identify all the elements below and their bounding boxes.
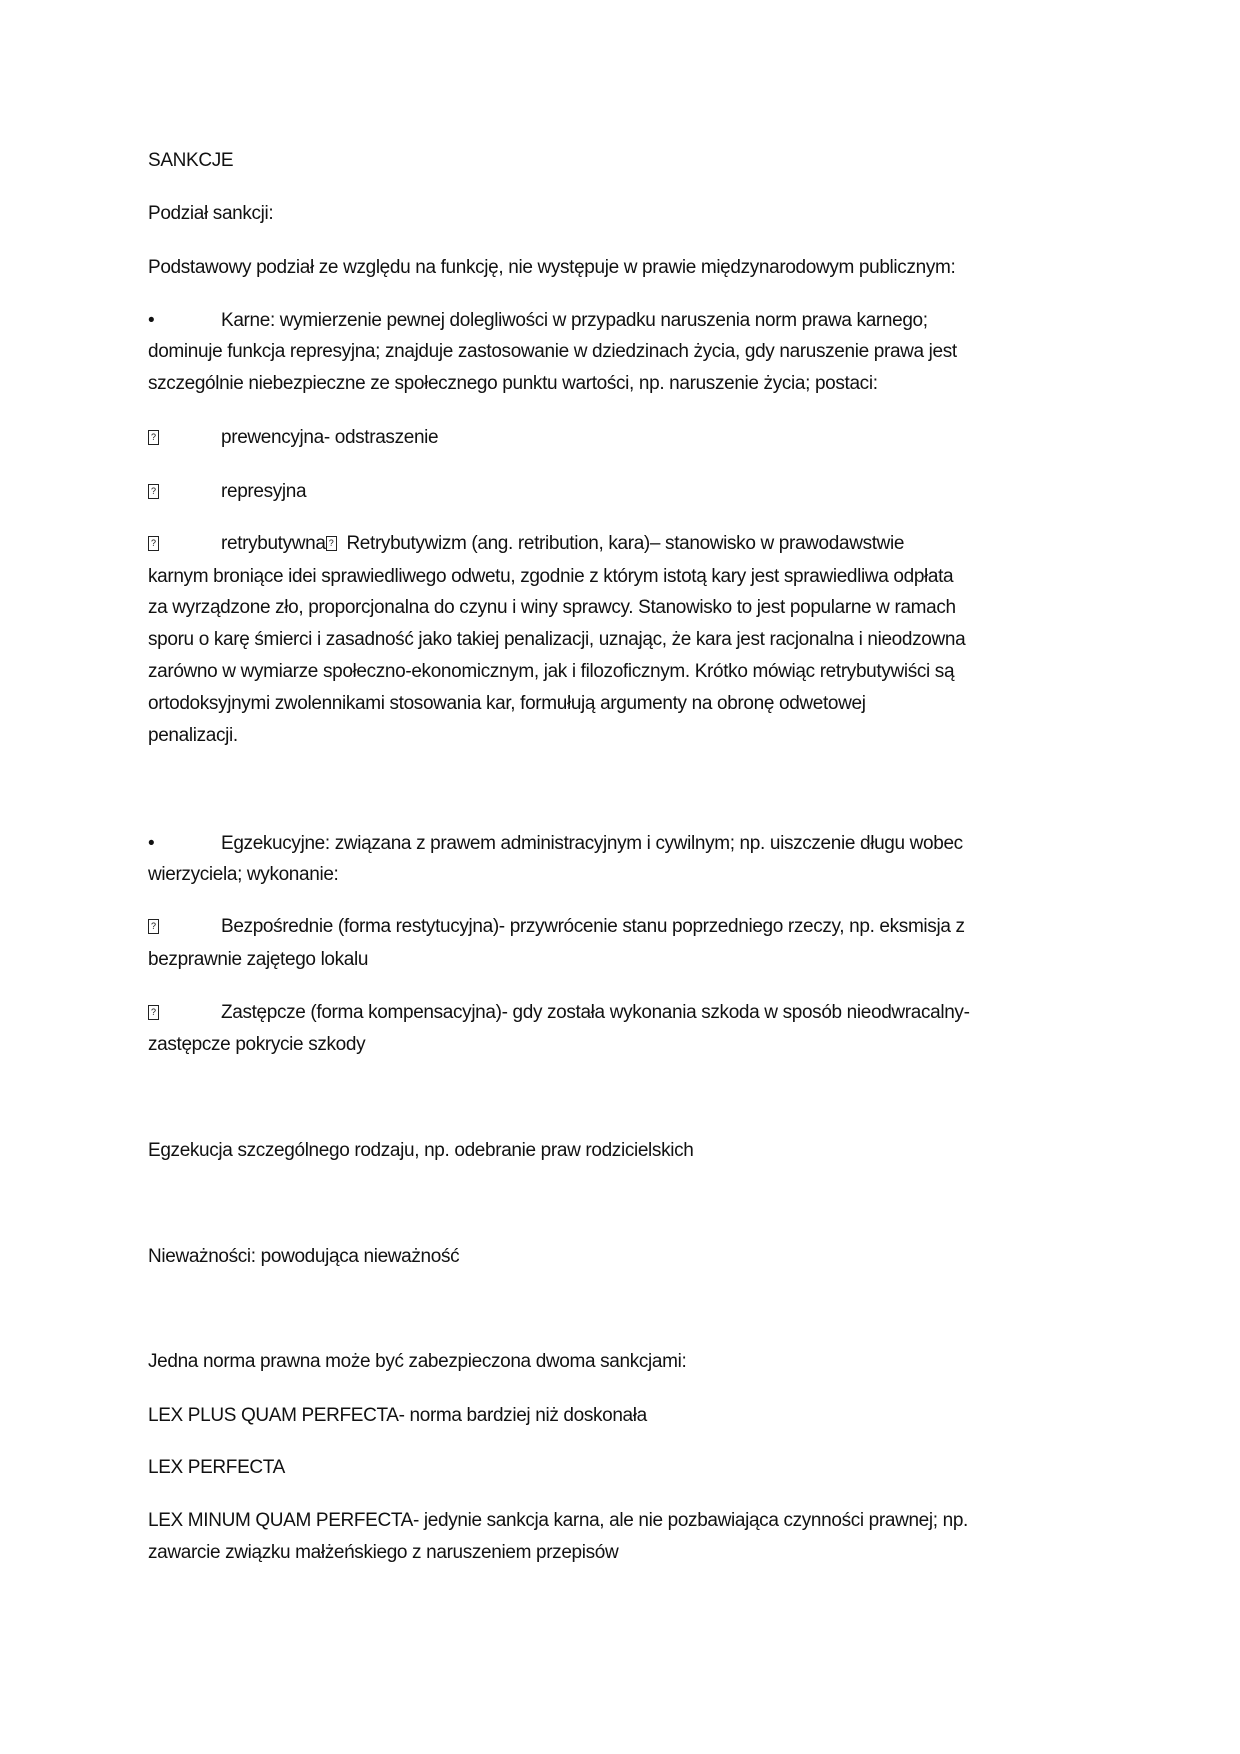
zastepcze-line: Zastępcze (forma kompensacyjna)- gdy została wykonania szkoda w sposób nieodwracalny- bbox=[221, 1002, 970, 1023]
egzekucja-szczegolna: Egzekucja szczególnego rodzaju, np. odebranie praw rodzicielskich bbox=[148, 1140, 694, 1161]
bullet-icon: • bbox=[148, 833, 155, 854]
karne-line: dominuje funkcja represyjna; znajduje zastosowanie w dziedzinach życia, gdy naruszenie prawa jest bbox=[148, 341, 957, 362]
retrybutywna-label: retrybutywna bbox=[221, 533, 326, 554]
jedna-norma: Jedna norma prawna może być zabezpieczona dwoma sankcjami: bbox=[148, 1351, 687, 1372]
retrybutywna-line: karnym broniące idei sprawiedliwego odwetu, zgodnie z którym istotą kary jest sprawiedliwa odpłata bbox=[148, 566, 954, 587]
missing-glyph-icon: ? bbox=[148, 919, 159, 934]
bullet-icon: • bbox=[148, 310, 155, 331]
retrybutywna-line: Retrybutywizm (ang. retribution, kara)– stanowisko w prawodawstwie bbox=[346, 533, 905, 554]
missing-glyph-icon: ? bbox=[326, 536, 337, 551]
missing-glyph-icon: ? bbox=[148, 430, 159, 445]
missing-glyph-icon: ? bbox=[148, 536, 159, 551]
intro-paragraph: Podstawowy podział ze względu na funkcję, nie występuje w prawie międzynarodowym publicznym: bbox=[148, 257, 956, 278]
retrybutywna-line: ortodoksyjnymi zwolennikami stosowania kar, formułują argumenty na obronę odwetowej bbox=[148, 693, 866, 714]
lex-perfecta: LEX PERFECTA bbox=[148, 1457, 285, 1478]
missing-glyph-icon: ? bbox=[148, 484, 159, 499]
bezposrednie-line: bezprawnie zajętego lokalu bbox=[148, 949, 369, 970]
niewaznosci: Nieważności: powodująca nieważność bbox=[148, 1246, 460, 1267]
egzekucyjne-line: Egzekucyjne: związana z prawem administracyjnym i cywilnym; np. uiszczenie długu wobec bbox=[221, 833, 963, 854]
form-prewencyjna: prewencyjna- odstraszenie bbox=[221, 427, 439, 448]
retrybutywna-line: sporu o karę śmierci i zasadność jako takiej penalizacji, uznając, że kara jest racjonalna i nieodzowna bbox=[148, 629, 966, 650]
form-represyjna: represyjna bbox=[221, 481, 307, 502]
lex-minum-line: LEX MINUM QUAM PERFECTA- jedynie sankcja karna, ale nie pozbawiająca czynności prawnej; np. bbox=[148, 1510, 968, 1531]
karne-line: szczególnie niebezpieczne ze społecznego punktu wartości, np. naruszenie życia; postaci: bbox=[148, 373, 878, 394]
form-retrybutywna bbox=[221, 532, 904, 556]
bezposrednie-line: Bezpośrednie (forma restytucyjna)- przywrócenie stanu poprzedniego rzeczy, np. eksmisja z bbox=[221, 916, 965, 937]
lex-plus-quam-perfecta: LEX PLUS QUAM PERFECTA- norma bardziej niż doskonała bbox=[148, 1405, 647, 1426]
egzekucyjne-line: wierzyciela; wykonanie: bbox=[148, 864, 339, 885]
karne-line: Karne: wymierzenie pewnej dolegliwości w przypadku naruszenia norm prawa karnego; bbox=[221, 310, 928, 331]
retrybutywna-line: zarówno w wymiarze społeczno-ekonomicznym, jak i filozoficznym. Krótko mówiąc retrybutywiści są bbox=[148, 661, 955, 682]
lex-minum-line: zawarcie związku małżeńskiego z naruszeniem przepisów bbox=[148, 1542, 619, 1563]
zastepcze-line: zastępcze pokrycie szkody bbox=[148, 1034, 366, 1055]
missing-glyph-icon: ? bbox=[148, 1005, 159, 1020]
heading-sankcje: SANKCJE bbox=[148, 150, 234, 171]
retrybutywna-line: za wyrządzone zło, proporcjonalna do czynu i winy sprawcy. Stanowisko to jest popularne w ramach bbox=[148, 597, 956, 618]
retrybutywna-line: penalizacji. bbox=[148, 725, 238, 746]
subheading: Podział sankcji: bbox=[148, 203, 274, 224]
